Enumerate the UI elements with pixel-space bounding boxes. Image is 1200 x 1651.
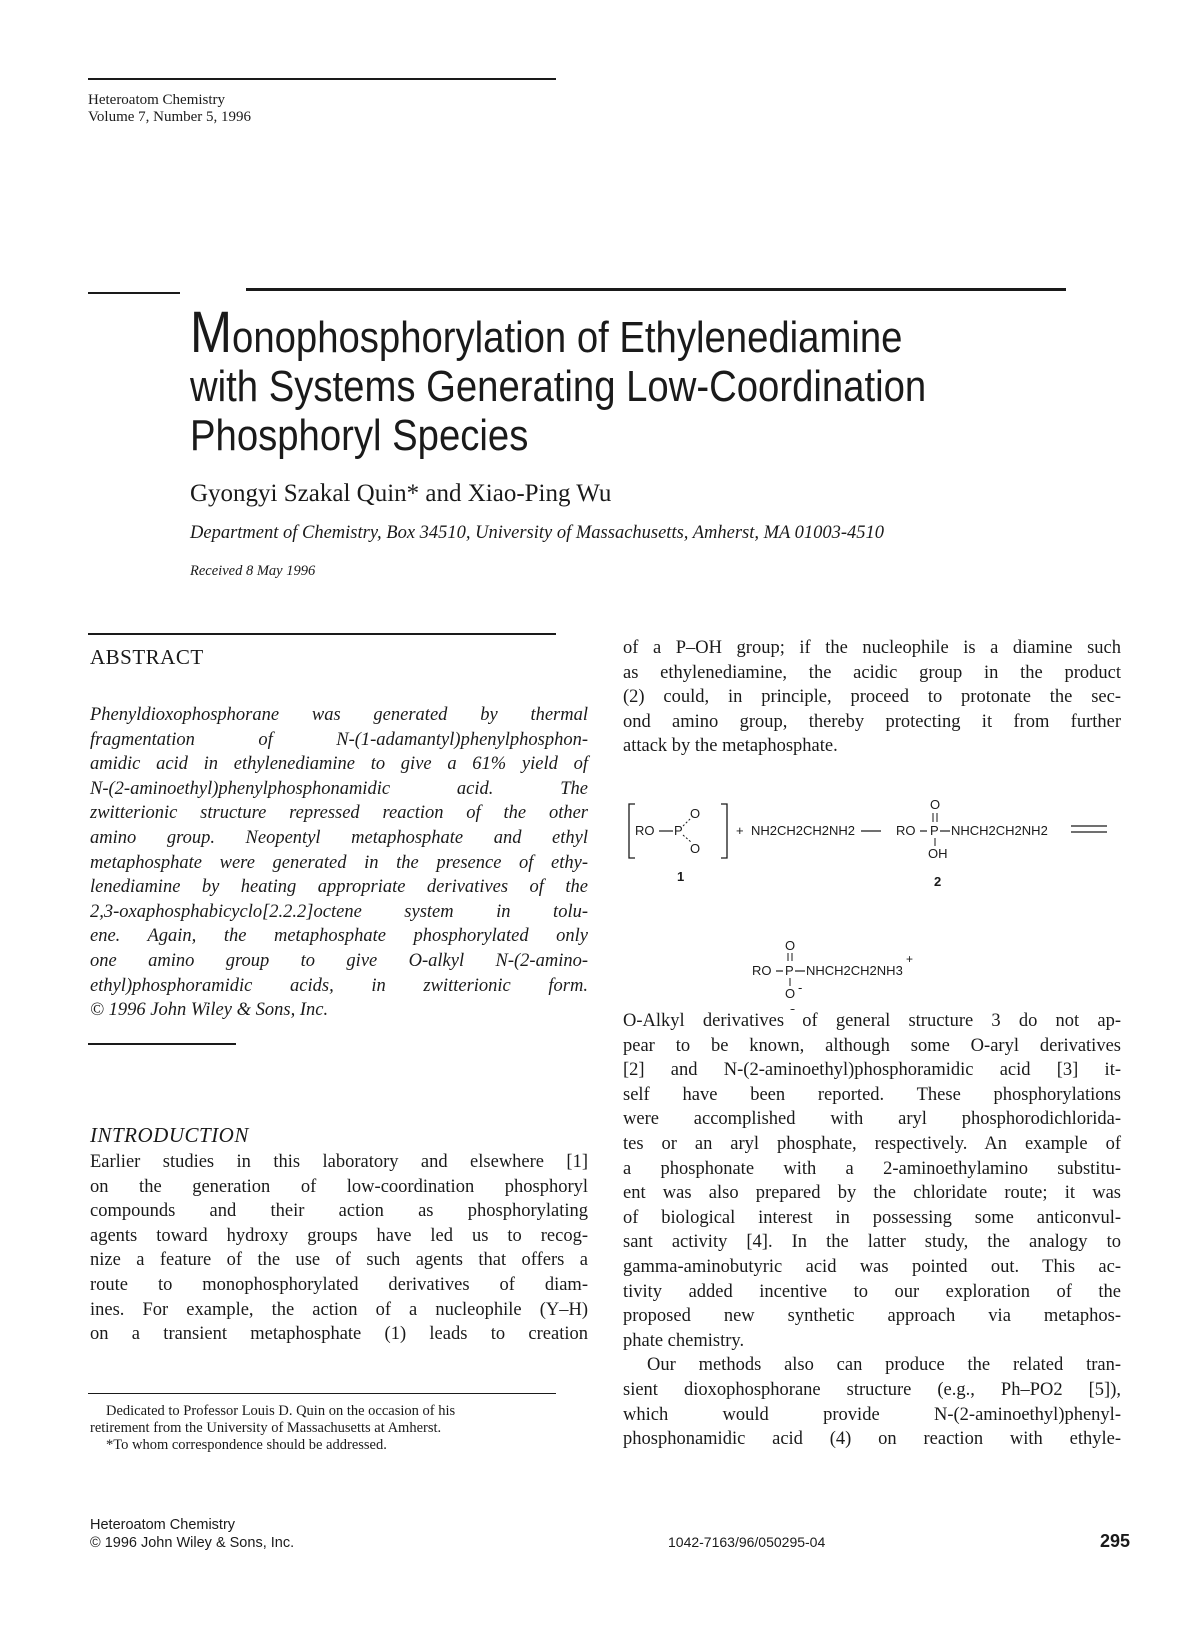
title-initial: M [190, 300, 233, 365]
abstract-line: amidic acid in ethylenediamine to give a 61% yield of [90, 754, 588, 775]
reaction-scheme-svg [623, 780, 1123, 1010]
dedication-footnote-cont: retirement from the University of Massachusetts at Amherst. [90, 1420, 442, 1436]
product-p: P [930, 823, 939, 838]
right-line: ent was also prepared by the chloridate route; it was [623, 1183, 1121, 1204]
abstract-line: N-(2-aminoethyl)phenylphosphonamidic acid. The [90, 778, 588, 799]
abstract-heading: ABSTRACT [90, 645, 204, 669]
product-ro: RO [896, 823, 916, 838]
right-line: O-Alkyl derivatives of general structure 3 do not ap- [623, 1011, 1121, 1031]
zwitterion-chain: NHCH2CH2NH3 [806, 963, 903, 978]
right-line: self have been reported. These phosphorylations [623, 1084, 1121, 1105]
right-line: [2] and N-(2-aminoethyl)phosphoramidic acid [3] it- [623, 1060, 1121, 1081]
ethylenediamine-formula: NH2CH2CH2NH2 [751, 823, 856, 838]
intro-line: route to monophosphorylated derivatives of diam- [90, 1274, 588, 1295]
right-line: of a P–OH group; if the nucleophile is a diamine such [623, 638, 1121, 658]
right-line: which would provide N-(2-aminoethyl)phenyl- [623, 1404, 1121, 1425]
oxygen-lower: O [690, 841, 701, 856]
compound-label-2: 2 [934, 874, 942, 889]
title-line-1: onophosphorylation of Ethylenediamine [232, 313, 903, 362]
introduction-heading: INTRODUCTION [90, 1123, 249, 1147]
bracket-right [721, 804, 727, 858]
abstract-line: zwitterionic structure repressed reaction of the other [90, 803, 588, 824]
abstract-line: lenediamine by heating appropriate derivatives of the [90, 877, 588, 898]
received-date: Received 8 May 1996 [190, 563, 316, 579]
right-column-top [623, 636, 1121, 759]
right-column-bottom [623, 1009, 1121, 1452]
article-title [190, 300, 990, 460]
right-line: proposed new synthetic approach via metaphos- [623, 1306, 1121, 1327]
intro-line: ines. For example, the action of a nucleophile (Y–H) [90, 1299, 588, 1320]
zwitterion-p: P [785, 963, 794, 978]
compound-label-1: 1 [677, 869, 685, 884]
right-line: were accomplished with aryl phosphorodichlorida- [623, 1109, 1121, 1130]
header-rule [88, 78, 556, 80]
journal-header [88, 92, 251, 126]
dedication-footnote: Dedicated to Professor Louis D. Quin on the occasion of his [106, 1403, 456, 1419]
abstract-line: 2,3-oxaphosphabicyclo[2.2.2]octene system in tolu- [90, 901, 588, 922]
abstract-line: fragmentation of N-(1-adamantyl)phenylphosphon- [90, 729, 588, 750]
product-oxygen: O [930, 797, 941, 812]
o-minus: O [785, 986, 796, 1001]
zwitterion-ro: RO [752, 963, 772, 978]
product-oh: OH [928, 846, 948, 861]
footnote-rule [88, 1393, 556, 1394]
intro-line: agents toward hydroxy groups have led us to recog- [90, 1225, 588, 1246]
abstract-line: ethyl)phosphoramidic acids, in zwitterionic form. [90, 975, 588, 996]
authors: Gyongyi Szakal Quin* and Xiao-Ping Wu [190, 480, 612, 507]
abstract-line: Phenyldioxophosphorane was generated by thermal [90, 705, 588, 725]
journal-name: Heteroatom Chemistry [88, 92, 226, 108]
page-number: 295 [1100, 1531, 1131, 1551]
right-line: as ethylenediamine, the acidic group in the product [623, 662, 1121, 683]
abstract-copyright: © 1996 John Wiley & Sons, Inc. [90, 1000, 329, 1021]
right-line: ond amino group, thereby protecting it from further [623, 711, 1121, 732]
right-line: a phosphonate with a 2-aminoethylamino substitu- [623, 1158, 1121, 1179]
footnotes [90, 1403, 588, 1454]
abstract-line: amino group. Neopentyl metaphosphate and ethyl [90, 827, 588, 848]
plus-sign: + [736, 823, 744, 838]
footer-issn-code: 1042-7163/96/050295-04 [668, 1534, 826, 1550]
right-line: phosphonamidic acid (4) on reaction with ethyle- [623, 1429, 1121, 1450]
oxygen-upper: O [690, 806, 701, 821]
plus-charge: + [906, 952, 914, 966]
intro-line: on the generation of low-coordination phosphoryl [90, 1176, 588, 1197]
metaphosphate-ro: RO [635, 823, 655, 838]
minus-charge: - [798, 980, 803, 995]
intro-line: Earlier studies in this laboratory and elsewhere [1] [90, 1152, 588, 1172]
zwitterion-oxygen: O [785, 938, 796, 953]
title-line-2: with Systems Generating Low-Coordination [190, 362, 927, 411]
abstract-line: metaphosphate were generated in the presence of ethy- [90, 852, 588, 873]
right-line: (2) could, in principle, proceed to protonate the sec- [623, 687, 1121, 708]
correspondence-footnote: *To whom correspondence should be addressed. [106, 1437, 387, 1453]
abstract-line: ene. Again, the metaphosphate phosphorylated only [90, 926, 588, 947]
journal-volume: Volume 7, Number 5, 1996 [88, 109, 252, 125]
right-line: sient dioxophosphorane structure (e.g., Ph–PO2 [5]), [623, 1379, 1121, 1400]
intro-line: compounds and their action as phosphorylating [90, 1201, 588, 1222]
right-line: Our methods also can produce the related tran- [647, 1355, 1121, 1376]
right-line: tivity added incentive to our exploration of the [623, 1281, 1121, 1302]
right-line: attack by the metaphosphate. [623, 736, 838, 757]
right-line: sant activity [4]. In the latter study, the analogy to [623, 1232, 1121, 1253]
introduction-body [90, 1150, 588, 1347]
right-line: phate chemistry. [623, 1330, 745, 1351]
abstract-rule-top [88, 633, 556, 635]
reaction-scheme [623, 780, 1123, 1010]
abstract-body [90, 703, 588, 1023]
footer-copyright: © 1996 John Wiley & Sons, Inc. [90, 1535, 295, 1551]
intro-line: on a transient metaphosphate (1) leads to creation [90, 1324, 588, 1345]
title-rule-right [246, 288, 1066, 291]
title-rule-left [88, 292, 180, 294]
intro-line: nize a feature of the use of such agents that offers a [90, 1250, 588, 1271]
right-line: pear to be known, although some O-aryl derivatives [623, 1035, 1121, 1056]
right-line: of biological interest in possessing some anticonvul- [623, 1207, 1121, 1228]
affiliation: Department of Chemistry, Box 34510, University of Massachusetts, Amherst, MA 01003-4510 [190, 523, 885, 543]
footer-journal-name: Heteroatom Chemistry [90, 1517, 236, 1533]
abstract-line: one amino group to give O-alkyl N-(2-amino- [90, 950, 588, 971]
right-line: tes or an aryl phosphate, respectively. An example of [623, 1133, 1121, 1154]
abstract-rule-bottom [88, 1043, 236, 1045]
metaphosphate-p: P [674, 823, 683, 838]
footer-journal [90, 1516, 294, 1552]
right-line: gamma-aminobutyric acid was pointed out. This ac- [623, 1256, 1121, 1277]
title-line-3: Phosphoryl Species [190, 411, 529, 460]
product-chain: NHCH2CH2NH2 [951, 823, 1048, 838]
